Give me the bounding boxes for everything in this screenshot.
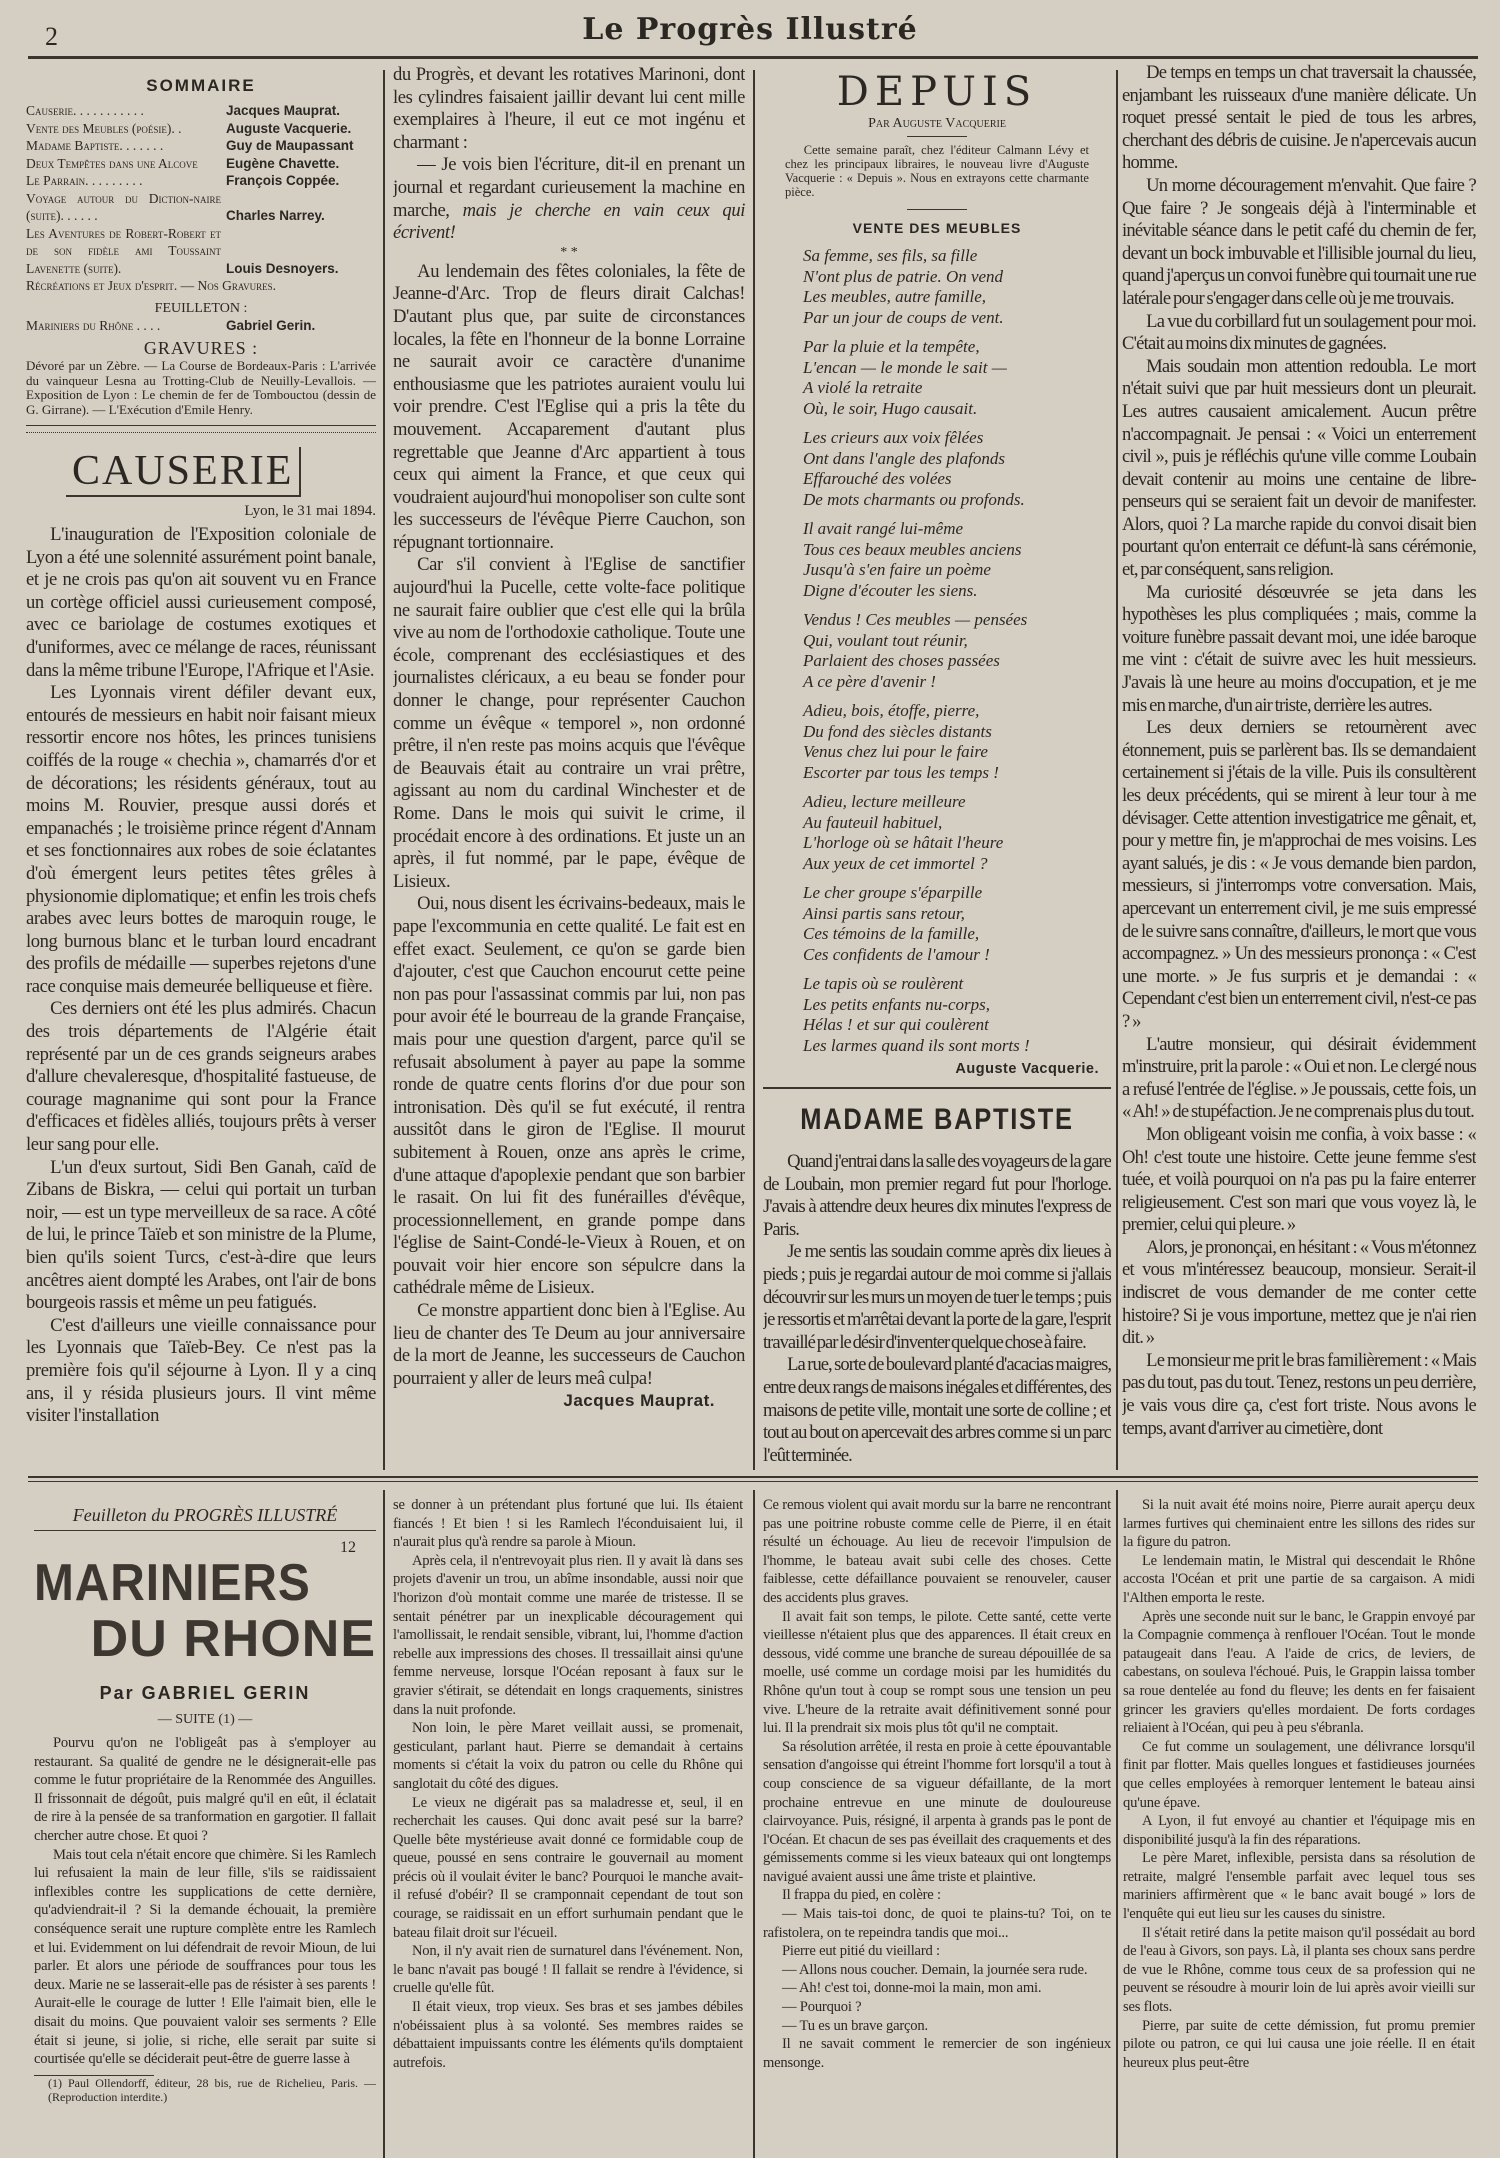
paragraph: Car s'il convient à l'Eglise de sanctifier aujourd'hui la Pucelle, cette volte-face politique ne saurait faire oublier que c'est elle qui la brûla vive au nom de l'orthodoxie catholique. Toute une école, comprenant des ecclésiastiques et des journalistes cléricaux, a eu beau se fonder pour donner le change, pour représenter Cauchon comme un évêque « temporel », non ordonné prêtre, il n'en reste pas moins acquis que l'évêque de Beauvais était au contraire un vrai prêtre, agissant au nom du cardinal Winchester et de Rome. Dans le mois qui suivit le crime, il procédait encore à des ordinations. Et juste un an après, il fut nommé, par le pape, évêque de Lisieux.: [393, 554, 745, 892]
sommaire-item: [26, 102, 376, 120]
paragraph: Après cela, il n'entrevoyait plus rien. Il y avait là dans ses projets d'avenir un trou, un abîme insondable, aussi noir que l'horizon d'où montait comme une marée de tristesse. Il se sentait pénétrer par un inexplicable découragement qui l'amollissait, le rendait sensible, vibrant, lui, l'homme d'action rebelle aux impressions des choses. Il tressaillait ainsi qu'une femme nerveuse, lorsque l'Océan reposant à faux sur le gravier s'étirait, se détendait en longs craquements, sinistres dans la nuit profonde.: [393, 1552, 743, 1718]
feuilleton-title-line-1: MARINIERS: [34, 1554, 311, 1612]
item-label: Mariniers du Rhône . . . .: [26, 317, 161, 333]
header-rule: [28, 56, 1478, 59]
paragraph: Le père Maret, inflexible, persista dans sa résolution de retraite, malgré l'ensemble parfait avec lequel tous ses mariniers affirmèrent que « le banc avait bougé » lors de l'enquête qui eut lieu sur les causes du sinistre.: [1123, 1850, 1475, 1923]
quote-italic: mais je cherche en vain ceux qui écrivent!: [393, 199, 745, 244]
paragraph: [393, 154, 745, 244]
poem-stanza: [803, 883, 1111, 965]
paragraph: C'est d'ailleurs une vieille connaissance pour les Lyonnais que Taïeb-Bey. Ce n'est pas la première fois qu'il séjourne à Lyon. Il y a cinq ans, il y résida plusieurs jours. Il vint même visiter l'installation: [26, 1314, 376, 1427]
poem-line: Parlaient des choses passées: [803, 651, 1000, 670]
footnote: (1) Paul Ollendorff, éditeur, 28 bis, rue de Richelieu, Paris. — (Reproduction interdite.): [48, 2075, 376, 2104]
poem-line: L'encan — le monde le sait —: [803, 357, 1007, 377]
feuilleton-number: 12: [340, 1539, 356, 1556]
poem-stanza: [803, 792, 1111, 874]
item-author: Auguste Vacquerie.: [226, 120, 352, 136]
paragraph: Mon obligeant voisin me confia, à voix basse : « Oh! c'est toute une histoire. Cette jeune femme s'est tuée, et voilà pourquoi on n'a pas pu la faire enterrer religieusement. C'est son mari que vous voyez là, le premier, celui qui pleure. »: [1122, 1123, 1476, 1236]
paragraph: Non, il n'y avait rien de surnaturel dans l'événement. Non, le banc n'avait pas bougé ! Il fallait se rendre à l'évidence, si cruelle qu'elle fût.: [393, 1943, 743, 1997]
paragraph: Le vieux ne digérait pas sa maladresse et, seul, il en recherchait les causes. Qui donc avait pesé sur la barre? Quelle bête mystérieuse avait donné ce formidable coup de queue, poussé en sens contraire le gouvernail au moment précis où il voulait éviter le banc? Pourquoi le manche avait-il refusé d'obéir? Il se cramponnait cependant de tout son courage, se raidissait en un effort surhumain pendant que le bateau filait droit sur l'écueil.: [393, 1794, 743, 1941]
paragraph: Pierre eut pitié du vieillard :: [781, 1943, 940, 1960]
poem-line: Du fond des siècles distants: [803, 721, 992, 741]
paragraph: se donner à un prétendant plus fortuné que lui. Ils étaient fiancés ! Et bien ! si les Ramlech l'éconduisaient lui, il n'aurait plus qu'à rendre sa parole à Mioun.: [393, 1497, 743, 1551]
poem-line: Les crieurs aux voix fêlées: [803, 428, 984, 447]
poem-line: Où, le soir, Hugo causait.: [803, 398, 978, 418]
poem: [763, 246, 1111, 1056]
item-label: Deux Tempêtes dans une Alcove: [26, 155, 198, 171]
quote-text: — Je vois bien l'écriture, dit-il en prenant un journal et regardant curieusement la machine en marche,: [393, 154, 745, 221]
poem-line: Digne d'écouter les siens.: [803, 580, 978, 600]
poem-line: Il avait rangé lui-même: [803, 519, 964, 538]
poem-line: Ont dans l'angle des plafonds: [803, 448, 1005, 468]
feuilleton-column-3: [763, 1496, 1111, 2158]
paragraph: Ma curiosité désœuvrée se jeta dans les hypothèses les plus compliquées ; mais, comme la voiture funèbre passait devant moi, une idée baroque me vint : c'était de suivre avec les huit messieurs. J'avais là une heure au moins d'occupation, et je me mis en marche, d'un air triste, derrière les autres.: [1122, 581, 1476, 716]
item-author: Guy de Maupassant: [226, 138, 354, 153]
causerie-title: CAUSERIE: [66, 447, 301, 497]
paragraph: Mais soudain mon attention redoubla. Le mort n'était suivi que par huit messieurs dont un pleurait. Les autres causaient amicalement. Aucun prêtre n'accompagnait. Je pensai : « Voici un enterrement civil », puis je réfléchis qu'une ville comme Loubain devait contenir au moins une centaine de libre-penseurs qui se seraient fait un devoir de manifester. Alors, quoi ? La marche rapide du convoi disait bien pourtant qu'on enterrait ce défunt-là sans cérémonie, et, par conséquent, sans religion.: [1122, 355, 1476, 581]
paragraph: Pourvu qu'on ne l'obligeât pas à s'employer au restaurant. Sa qualité de gendre ne le désignerait-elle pas comme le futur propriétaire de la Renommée des Anguilles. Il frissonnait de dégoût, puis malgré qu'il en eût, il éclatait de rire à la pensée de sa tranformation en gargotier. Il fallait chercher autre chose. Et quoi ?: [34, 1735, 376, 1844]
poem-stanza: [803, 974, 1111, 1056]
poem-line: Escorter par tous les temps !: [803, 762, 999, 782]
poem-stanza: [803, 519, 1111, 601]
column-2: [393, 64, 745, 1474]
sommaire-item: [26, 225, 376, 278]
item-author: Eugène Chavette.: [226, 155, 340, 171]
feuilleton-byline: Par GABRIEL GERIN: [99, 1683, 311, 1703]
feuilleton-title-line-2: DU RHONE: [90, 1610, 376, 1668]
masthead-title: Le Progrès Illustré: [582, 12, 918, 47]
paragraph: De temps en temps un chat traversait la chaussée, enjambant les ruisseaux d'une manière délicate. Un roquet pressé sentait le pied de tous les arbres, cherchant des débris de cuisine. Je n'apercevais aucun homme.: [1122, 62, 1476, 174]
poem-stanza: [803, 246, 1111, 328]
sommaire-item: [26, 120, 376, 138]
poem-line: Vendus ! Ces meubles — pensées: [803, 610, 1028, 629]
paragraph: Pierre, par suite de cette démission, fut promu premier pilote ou patron, ce qui lui causa une joie réelle. Il en était heureux plus peut-être: [1123, 2017, 1475, 2071]
feuilleton-header: Feuilleton du PROGRÈS ILLUSTRÉ: [34, 1505, 376, 1531]
paragraph: — Ah! c'est toi, donne-moi la main, mon ami.: [781, 1980, 1042, 1997]
paragraph: — Pourquoi ?: [781, 1999, 862, 2016]
feuilleton-rule: [28, 1481, 1478, 1482]
paragraph: Non loin, le père Maret veillait aussi, se promenait, gesticulant, parlant haut. Pierre se demandait à certains moments si c'était la voix du patron ou celle du Rhône qui sanglotait du côté des digues.: [393, 1720, 743, 1792]
feuilleton-heading: FEUILLETON :: [154, 300, 248, 316]
madame-baptiste-title: MADAME BAPTISTE: [800, 1103, 1074, 1136]
causerie-dateline: Lyon, le 31 mai 1894.: [244, 503, 376, 519]
poem-line: Au fauteuil habituel,: [803, 812, 943, 832]
poem-line: Hélas ! et sur qui coulèrent: [803, 1015, 989, 1034]
column-divider: [383, 70, 385, 1470]
poem-line: Le tapis où se roulèrent: [803, 974, 964, 993]
paragraph: La rue, sorte de boulevard planté d'acacias maigres, entre deux rangs de maisons inégales et différentes, des maisons de petite ville, montait une sorte de colline ; et tout au bout on apercevait des arbres comme si un parc l'eût terminée.: [763, 1354, 1111, 1466]
paragraph: La vue du corbillard fut un soulagement pour moi. C'était au moins dix minutes de gagnées.: [1122, 310, 1476, 355]
column-3: [763, 70, 1111, 1473]
poem-line: Adieu, lecture meilleure: [803, 792, 966, 811]
poem-stanza: [803, 337, 1111, 419]
item-label: Le Parrain. . . . . . . . .: [26, 173, 143, 188]
section-separator: * *: [560, 244, 578, 260]
poem-line: A ce père d'avenir !: [803, 671, 936, 691]
item-label: Madame Baptiste. . . . . . .: [26, 138, 164, 153]
poem-line: L'horloge où se hâtait l'heure: [803, 833, 1004, 852]
paragraph: Quand j'entrai dans la salle des voyageurs de la gare de Loubain, mon premier regard fut pour l'horloge. J'avais à attendre deux heures dix minutes l'express de Paris.: [763, 1151, 1111, 1240]
causerie-signature: Jacques Mauprat.: [563, 1391, 715, 1411]
poem-line: Le cher groupe s'éparpille: [803, 883, 983, 902]
paragraph: Mais tout cela n'était encore que chimère. Si les Ramlech lui refusaient la main de leur fille, s'ils se raidissaient inflexibles contre les supplications de cette dernière, qu'adviendrait-il ? Si la demande échouait, la première conséquence serait une rupture complète entre les Ramlech et lui. Evidemment on lui défendrait de revoir Mioun, de lui parler. Et alors une période de souffrances pour tous les deux. Marie ne se lasserait-elle pas de résister à ses parents ! Aurait-elle le courage de lutter ! Elle l'aimait bien, elle le disait du moins. Que pouvaient valoir ses serments ? Elle était si jeune, si jolie, si riche, elle serait par suite si courtisée qu'elle se déciderait peut-être de guerre lasse à: [34, 1846, 376, 2068]
depuis-title: DEPUIS: [836, 70, 1038, 115]
item-label: Voyage autour du Diction-naire (suite). . . . . .: [26, 190, 221, 223]
rule: [907, 209, 967, 210]
poem-stanza: [803, 701, 1111, 783]
rule: [907, 136, 967, 137]
poem-line: Les larmes quand ils sont morts !: [803, 1035, 1030, 1055]
depuis-byline: Par Auguste Vacquerie: [868, 116, 1006, 131]
column-1: [26, 68, 376, 1473]
section-rule: [763, 1087, 1111, 1089]
paragraph: Un morne découragement m'envahit. Que faire ? Que faire ? Je songeais déjà à l'interminable et inévitable séance dans le petit café du chemin de fer, devant un bock imbuvable et l'illisible journal du lieu, quand j'aperçus un convoi funèbre qui tournait une rue latérale pour s'engager dans celle où je me trouvais.: [1122, 174, 1476, 309]
feuilleton-rule: [28, 1476, 1478, 1478]
paragraph: Il s'était retiré dans la petite maison qu'il possédait au bord de l'eau à Givors, son pays. Là, il planta ses choux sans perdre de vue le Rhône, comme tous ceux de sa profession qui ne peuvent se résoudre à mourir loin de lui après avoir vieilli sur ses flots.: [1123, 1924, 1475, 2016]
poem-stanza: [803, 610, 1111, 692]
paragraph: Si la nuit avait été moins noire, Pierre aurait aperçu deux larmes furtives qui cheminaient entre les sillons des rides sur la figure du patron.: [1123, 1497, 1475, 1551]
paragraph: Ces derniers ont été les plus admirés. Chacun des trois départements de l'Algérie était représenté par un de ces grands seigneurs arabes d'allure chevaleresque, d'hospitalité fastueuse, de courage magnanime qui sont pour la France d'efficaces et fidèles alliés, toujours prêts à verser leur sang pour elle.: [26, 998, 376, 1156]
poem-line: Par la pluie et la tempête,: [803, 337, 980, 356]
sommaire-title: SOMMAIRE: [146, 76, 256, 95]
page-number: 2: [45, 22, 58, 51]
poem-line: Venus chez lui pour le faire: [803, 742, 988, 761]
poem-line: Adieu, bois, étoffe, pierre,: [803, 701, 980, 720]
item-author: Jacques Mauprat.: [226, 103, 341, 118]
sommaire-item: [26, 317, 376, 335]
column-4: [1122, 62, 1476, 1474]
paragraph: L'un d'eux surtout, Sidi Ben Ganah, caïd de Zibans de Biskra, — celui qui portait un turban noir, — est un type merveilleux de sa race. A côté de lui, le prince Taïeb et son ministre de la Plume, bien qu'ils soient Turcs, c'est-à-dire que leurs ancêtres aient dompté les Arabes, ont l'air de bons bourgeois rassis et même un peu fatigués.: [26, 1156, 376, 1314]
paragraph: Le lendemain matin, le Mistral qui descendait le Rhône accosta l'Océan et prit une partie de sa cargaison. A midi l'Althen emporta le reste.: [1123, 1552, 1475, 1606]
poem-line: Ces confidents de l'amour !: [803, 944, 990, 964]
paragraph: Sa résolution arrêtée, il resta en proie à cette épouvantable sensation d'angoisse qui étreint l'homme fort lorsqu'il a tout à coup conscience de sa vigueur défaillante, de la mort prochaine entrevue en une minute de douloureuse clairvoyance. Puis, résigné, il arpenta à grands pas le pont de l'Océan. Et chacun de ses pas éveillait des craquements et des gémissements comme si les vieux bateaux qui ont longtemps navigué avaient aussi une âme triste et plaintive.: [763, 1738, 1111, 1885]
paragraph: — Tu es un brave garçon.: [781, 2017, 928, 2034]
paragraph: — Allons nous coucher. Demain, la journée sera rude.: [781, 1961, 1088, 1978]
sommaire-item: [26, 190, 376, 225]
depuis-intro: Cette semaine paraît, chez l'éditeur Calmann Lévy et chez les principaux libraires, le nouveau livre d'Auguste Vacquerie : « Depuis ». Nous en extrayons cette charmante pièce.: [785, 143, 1089, 199]
column-divider: [753, 1490, 755, 2158]
poem-line: Ainsi partis sans retour,: [803, 903, 965, 923]
poem-line: Aux yeux de cet immortel ?: [803, 853, 988, 873]
poem-line: A violé la retraite: [803, 378, 923, 397]
feuilleton-column-2: [393, 1496, 743, 2158]
column-divider: [1116, 1490, 1118, 2158]
item-label: Vente des Meubles (poésie). .: [26, 120, 182, 136]
poem-signature: Auguste Vacquerie.: [955, 1061, 1099, 1077]
paragraph: Le monsieur me prit le bras familièrement : « Mais pas du tout, pas du tout. Tenez, restons un peu derrière, je vais vous dire ça, c'est fort triste. Nous avons le temps, avant d'arriver au cimetière, dont: [1122, 1349, 1476, 1439]
paragraph: Oui, nous disent les écrivains-bedeaux, mais le pape l'excommunia en cette qualité. Le fait est en effet exact. Seulement, ce qu'on se garde bien d'ajouter, c'est que Cauchon encourut cette peine non pas pour l'assassinat commis par lui, non pas pour avoir été le bourreau de la grande Française, mais pour une question d'argent, parce qu'il se refusait absolument à payer au pape la somme ronde de quatre cents florins d'or due pour son intronisation. Dès qu'il se fut exécuté, il rentra aussitôt dans le giron de l'Eglise. Il mourut subitement à Rouen, onze ans après le crime, d'une attaque d'apoplexie pendant que son barbier le rasait. On lui fit des funérailles d'évêque, processionnellement, en grande pompe dans l'église de Saint-Condé-le-Vieux à Rouen, et on pouvait voir hier encore son sépulcre dans la cathédrale même de Lisieux.: [393, 893, 745, 1299]
item-author: Gabriel Gerin.: [226, 317, 316, 333]
item-author: Louis Desnoyers.: [226, 260, 339, 276]
poem-line: Jusqu'à s'en faire un poème: [803, 560, 991, 579]
feuilleton-column-1: [34, 1505, 376, 2158]
paragraph: Au lendemain des fêtes coloniales, la fête de Jeanne-d'Arc. Trop de fleurs dirait Calchas! D'autant plus que, par suite de circonstances locales, la fête en l'honneur de la bonne Lorraine ne saurait avoir ce caractère d'unanime enthousiasme que les patriotes auraient voulu lui voir prendre. C'est l'Eglise qui a pris la tête du mouvement. Accaparement d'autant plus regrettable que Jeanne d'Arc appartient à tous ceux qui aiment la France, et que ceux qui voudraient aujourd'hui monopoliser son culte sont les successeurs de l'évêque Pierre Cauchon, son répugnant tortionnaire.: [393, 260, 745, 553]
sommaire-list: [26, 102, 376, 417]
poem-line: De mots charmants ou profonds.: [803, 489, 1025, 509]
poem-line: Qui, voulant tout réunir,: [803, 630, 968, 650]
paragraph: A Lyon, il fut envoyé au chantier et l'équipage mis en disponibilité jusqu'à la fin des réparations.: [1123, 1813, 1475, 1848]
paragraph: Il avait fait son temps, le pilote. Cette santé, cette verte vieillesse n'étaient plus que des apparences. Il était creux en dessous, vidé comme une branche de sureau dépouillée de sa moelle, usé comme un cordage moisi par les humidités du Rhône qu'un tout à coup se rompt sous une tension un peu vive. L'heure de la retraite avait définitivement sonné pour lui. Il la prendrait six mois plus tôt qu'il ne comptait.: [763, 1608, 1111, 1737]
wavy-rule: [26, 425, 376, 433]
poem-line: Effarouché des volées: [803, 469, 952, 488]
paragraph: — Mais tais-toi donc, de quoi te plains-tu? Toi, on te rafistolera, on te repeindra tandis que moi...: [763, 1906, 1111, 1941]
item-author: François Coppée.: [226, 173, 340, 188]
paragraph: Il frappa du pied, en colère :: [781, 1887, 941, 1904]
feuilleton-suite: — SUITE (1) —: [157, 1712, 253, 1727]
paragraph: L'inauguration de l'Exposition coloniale de Lyon a été une solennité assurément point banale, et je ne crois pas qu'on ait souvent vu en France un cortège officiel aussi curieusement composé, avec ce bariolage de costumes exotiques et d'uniformes, avec ce mélange de races, réunissant dans la même tribune l'Europe, l'Afrique et l'Asie.: [26, 524, 376, 681]
poem-line: Les meubles, autre famille,: [803, 287, 987, 306]
sommaire-item: [26, 137, 376, 155]
poem-stanza: [803, 428, 1111, 510]
column-divider: [753, 70, 755, 1470]
paragraph: Les deux derniers se retournèrent avec étonnement, puis se parlèrent bas. Ils se demandaient certainement si j'étais de la ville. Puis ils consultèrent les deux précédents, qui se mirent à leur tour à me dévisager. Cette attention investigatrice me gênait, et, pour y mettre fin, je m'approchai de mes voisins. Les ayant salués, je dis : « Je vous demande bien pardon, messieurs, si j'interromps votre conversation. Mais, apercevant un enterrement civil, je me suis empressé de le suivre sans connaître, d'ailleurs, le mort que vous accompagnez. » Un des messieurs prononça : « C'est une morte. » Je fus surpris et je demandai : « Cependant c'est bien un enterrement civil, n'est-ce pas ? »: [1122, 717, 1476, 1032]
poem-line: Sa femme, ses fils, sa fille: [803, 246, 978, 265]
paragraph: Alors, je prononçai, en hésitant : « Vous m'étonnez et vous m'intéressez beaucoup, monsieur. Serait-il indiscret de vous demander de me conter cette histoire? Si je vous importune, mettez que je n'ai rien dit. »: [1122, 1236, 1476, 1349]
paragraph: Les Lyonnais virent défiler devant eux, entourés de messieurs en habit noir faisant mieux ressortir encore nos hôtes, les princes tunisiens coiffés de la rouge « chechia », chamarrés d'or et de décorations; les résidents généraux, tout au moins M. Rouvier, presque aussi dorés et empanachés ; le troisième prince régent d'Annam et ses fonctionnaires aux robes de soie éclatantes d'où émergent leurs petites têtes grêles à physionomie diplomatique; et enfin les trois chefs arabes avec leurs bottes de maroquin rouge, le long burnous blanc et le turban lourd encadrant des profils de médaille — superbes rejetons d'une race conquise mais demeurée belliqueuse et fière.: [26, 682, 376, 997]
poem-title: VENTE DES MEUBLES: [852, 220, 1022, 236]
poem-line: Par un jour de coups de vent.: [803, 307, 1004, 327]
column-divider: [383, 1490, 385, 2158]
poem-line: Les petits enfants nu-corps,: [803, 994, 990, 1014]
paragraph: du Progrès, et devant les rotatives Marinoni, dont les cylindres faisaient jaillir devant lui cent mille exemplaires à l'heure, il eut ce mot ingénu et charmant :: [393, 64, 745, 153]
paragraph: Il ne savait comment le remercier de son ingénieux mensonge.: [763, 2036, 1111, 2071]
item-label: Causerie. . . . . . . . . . .: [26, 103, 144, 118]
item-label: Les Aventures de Robert-Robert et de son fidèle ami Toussaint Lavenette (suite).: [26, 225, 221, 276]
paragraph: Il était vieux, trop vieux. Ses bras et ses jambes débiles n'obéissaient plus à sa volonté. Ses membres raides se débattaient impuissants contre les éléments qu'ils domptaient autrefois.: [393, 1999, 743, 2071]
gravures-heading: GRAVURES :: [143, 338, 259, 358]
paragraph: Ce remous violent qui avait mordu sur la barre ne rencontrant pas une poitrine robuste comme celle de Pierre, il en était résulté un échouage. Au lieu de recevoir l'impulsion de l'homme, le bateau avait subi celle des choses. Cette faiblesse, cette défaillance pouvaient se renouveler, causer des accidents plus graves.: [763, 1497, 1111, 1606]
paragraph: L'autre monsieur, qui désirait évidemment m'instruire, prit la parole : « Oui et non. Le clergé nous a refusé l'entrée de l'église. » Je poussais, cette fois, un « Ah! » de stupéfaction. Je ne comprenais plus du tout.: [1122, 1033, 1476, 1123]
column-divider: [1116, 70, 1118, 1470]
feuilleton-column-4: [1123, 1496, 1475, 2158]
gravures-text: Dévoré par un Zèbre. — La Course de Bordeaux-Paris : L'arrivée du vainqueur Lesna au Trotting-Club de Neuilly-Levallois. — Exposition de Lyon : Le chemin de fer de Tombouctou (dessin de G. Girrane). — L'Exécution d'Emile Henry.: [26, 358, 376, 417]
poem-line: Tous ces beaux meubles anciens: [803, 539, 1022, 559]
poem-line: N'ont plus de patrie. On vend: [803, 266, 1004, 286]
paragraph: Ce monstre appartient donc bien à l'Eglise. Au lieu de chanter des Te Deum au jour anniversaire de la mort de Jeanne, les successeurs de Cauchon pourraient y aller de leurs meâ culpa!: [393, 1300, 745, 1389]
item-author: Charles Narrey.: [226, 208, 325, 223]
sommaire-item: [26, 172, 376, 190]
paragraph: Je me sentis las soudain comme après dix lieues à pieds ; puis je regardai autour de moi comme si j'allais découvrir sur les murs un moyen de tuer le temps ; puis je ressortis et m'arrêtai devant la porte de la gare, l'esprit travaillé par le désir d'inventer quelque chose à faire.: [763, 1241, 1111, 1353]
poem-line: Ces témoins de la famille,: [803, 924, 980, 943]
paragraph: Après une seconde nuit sur le banc, le Grappin envoyé par la Compagnie commença à renflouer l'Océan. Tout le monde pataugeait dans l'eau. A l'aide de crics, de leviers, de cabestans, on souleva l'échoué. Puis, le Grappin laissa tomber sa roue dentelée au fond du fleuve; les dents en fer faisaient grincer les graviers qu'elles mordaient. De forts cordages reliaient à l'Océan, qui peu à peu s'ébranla.: [1123, 1608, 1475, 1737]
paragraph: Ce fut comme un soulagement, une délivrance lorsqu'il finit par flotter. Mais quelles longues et fastidieuses journées que celles employées à remorquer lentement le bateau ainsi qu'une épave.: [1123, 1738, 1475, 1811]
sommaire-item: [26, 155, 376, 173]
sommaire-recreations: Récréations et Jeux d'esprit. — Nos Gravures.: [26, 278, 277, 293]
